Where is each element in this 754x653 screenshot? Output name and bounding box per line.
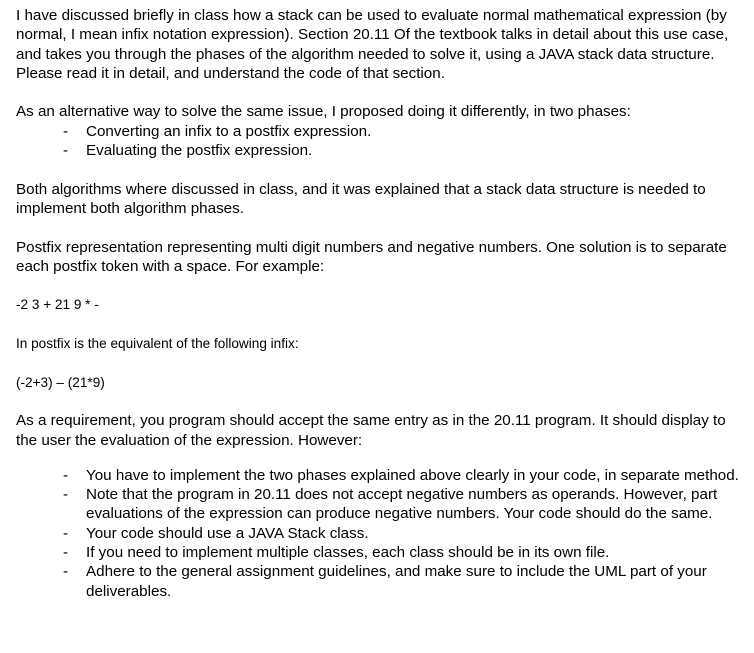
algorithms-paragraph: Both algorithms where discussed in class, and it was explained that a stack data structure is needed to implement both algorithm phases.: [16, 180, 706, 217]
list-item: [16, 524, 746, 543]
dash-marker: -: [63, 524, 69, 542]
list-item-text: Converting an infix to a postfix expression.: [86, 122, 372, 140]
intro-paragraph: I have discussed briefly in class how a stack can be used to evaluate normal mathematical expression (by normal, I mean infix notation expression). Section 20.11 Of the textbook talks in detail about this use case, and takes you through the phases of the algorithm needed to solve it, using a JAVA stack data structure. Please read it in detail, and understand the code of that section.: [16, 7, 729, 82]
list-item: [16, 466, 746, 485]
list-item-text: Note that the program in 20.11 does not accept negative numbers as operands. However, part evaluations of the expression can produce negative numbers. Your code should do the same.: [86, 486, 718, 523]
list-item-text: Your code should use a JAVA Stack class.: [86, 524, 369, 542]
postfix-paragraph: Postfix representation representing multi digit numbers and negative numbers. One solution is to separate each postfix token with a space. For example:: [16, 238, 727, 275]
list-item: [16, 122, 746, 141]
list-item-text: You have to implement the two phases explained above clearly in your code, in separate method.: [86, 466, 739, 484]
dash-marker: -: [63, 486, 69, 504]
requirements-list: [16, 466, 746, 601]
dash-marker: -: [63, 122, 69, 140]
infix-example: (-2+3) – (21*9): [16, 374, 105, 390]
equivalent-paragraph: In postfix is the equivalent of the following infix:: [16, 336, 299, 352]
list-item: [16, 562, 746, 601]
list-item-text: If you need to implement multiple classes, each class should be in its own file.: [86, 544, 610, 562]
requirement-paragraph: As a requirement, you program should accept the same entry as in the 20.11 program. It should display to the user the evaluation of the expression. However:: [16, 412, 726, 449]
dash-marker: -: [63, 466, 69, 484]
list-item-text: Adhere to the general assignment guidelines, and make sure to include the UML part of your deliverables.: [86, 563, 707, 600]
alternative-paragraph: As an alternative way to solve the same issue, I proposed doing it differently, in two phases:: [16, 103, 631, 121]
list-item: [16, 141, 746, 160]
dash-marker: -: [63, 563, 69, 581]
dash-marker: -: [63, 142, 69, 160]
dash-marker: -: [63, 544, 69, 562]
list-item: [16, 485, 746, 524]
postfix-example: -2 3 + 21 9 * -: [16, 297, 99, 313]
list-item-text: Evaluating the postfix expression.: [86, 142, 313, 160]
phases-list: [16, 122, 746, 161]
list-item: [16, 543, 746, 562]
